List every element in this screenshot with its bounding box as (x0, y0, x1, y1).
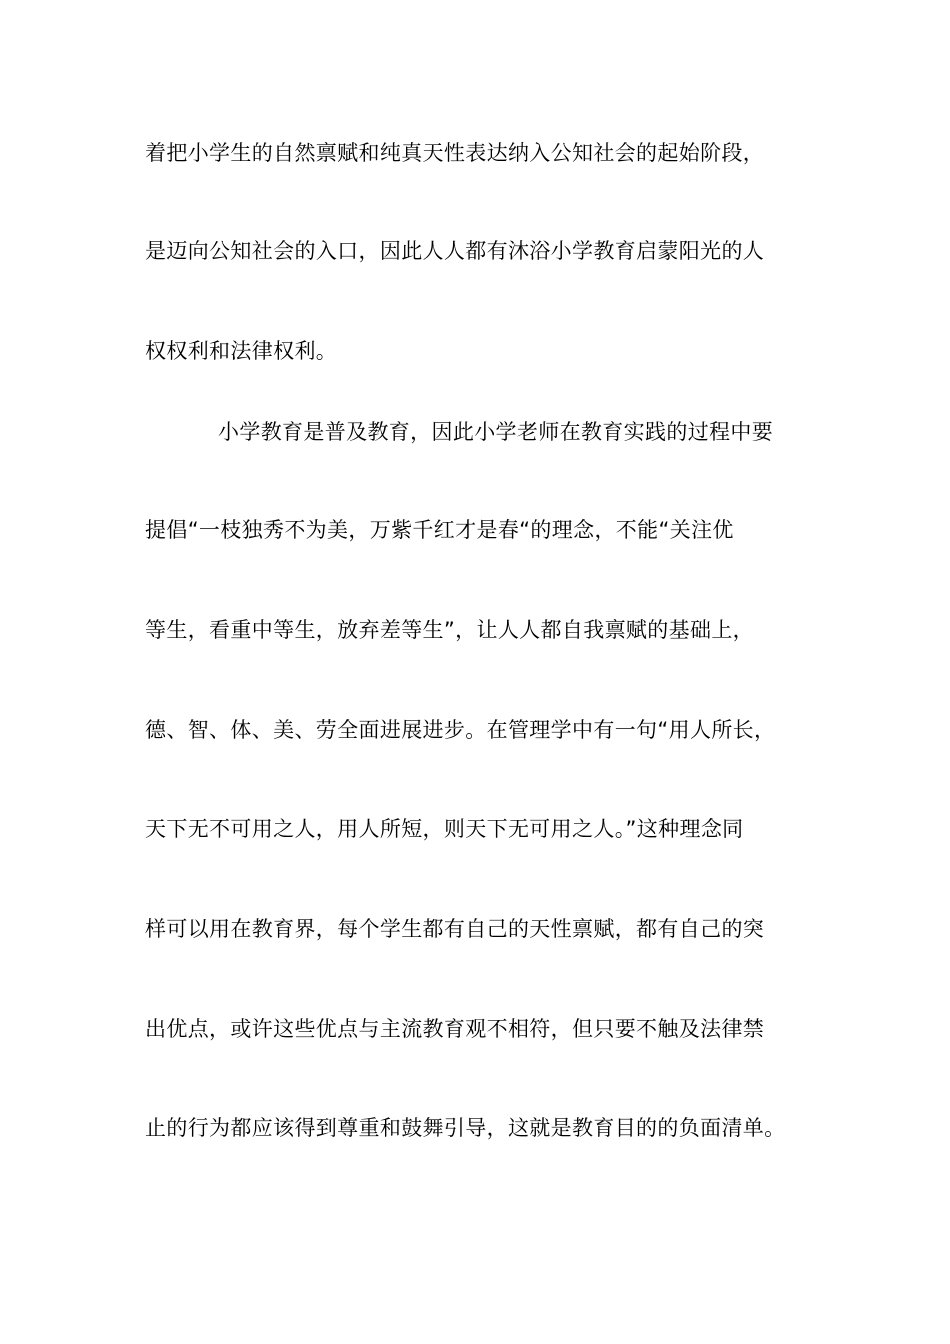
text-line-10: 出优点，或许这些优点与主流教育观不相符，但只要不触及法律禁 (145, 1017, 765, 1041)
text-line-8: 天下无不可用之人，用人所短，则天下无可用之人。”这种理念同 (145, 817, 744, 841)
text-line-1: 着把小学生的自然禀赋和纯真天性表达纳入公知社会的起始阶段， (145, 141, 765, 165)
text-line-2: 是迈向公知社会的入口，因此人人都有沐浴小学教育启蒙阳光的人 (145, 239, 765, 263)
text-line-5: 提倡“一枝独秀不为美，万紫千红才是春“的理念，不能“关注优 (145, 518, 734, 542)
text-line-9: 样可以用在教育界，每个学生都有自己的天性禀赋，都有自己的突 (145, 917, 765, 941)
text-line-7: 德、智、体、美、劳全面进展进步。在管理学中有一句“用人所长， (145, 718, 776, 742)
text-line-6: 等生，看重中等生，放弃差等生”，让人人都自我禀赋的基础上， (145, 618, 755, 642)
paragraph-2-line-1: 小学教育是普及教育，因此小学老师在教育实践的过程中要 (218, 420, 774, 444)
text-line-3: 权权利和法律权利。 (145, 339, 338, 363)
text-line-11: 止的行为都应该得到尊重和鼓舞引导，这就是教育目的的负面清单。 (145, 1116, 786, 1140)
